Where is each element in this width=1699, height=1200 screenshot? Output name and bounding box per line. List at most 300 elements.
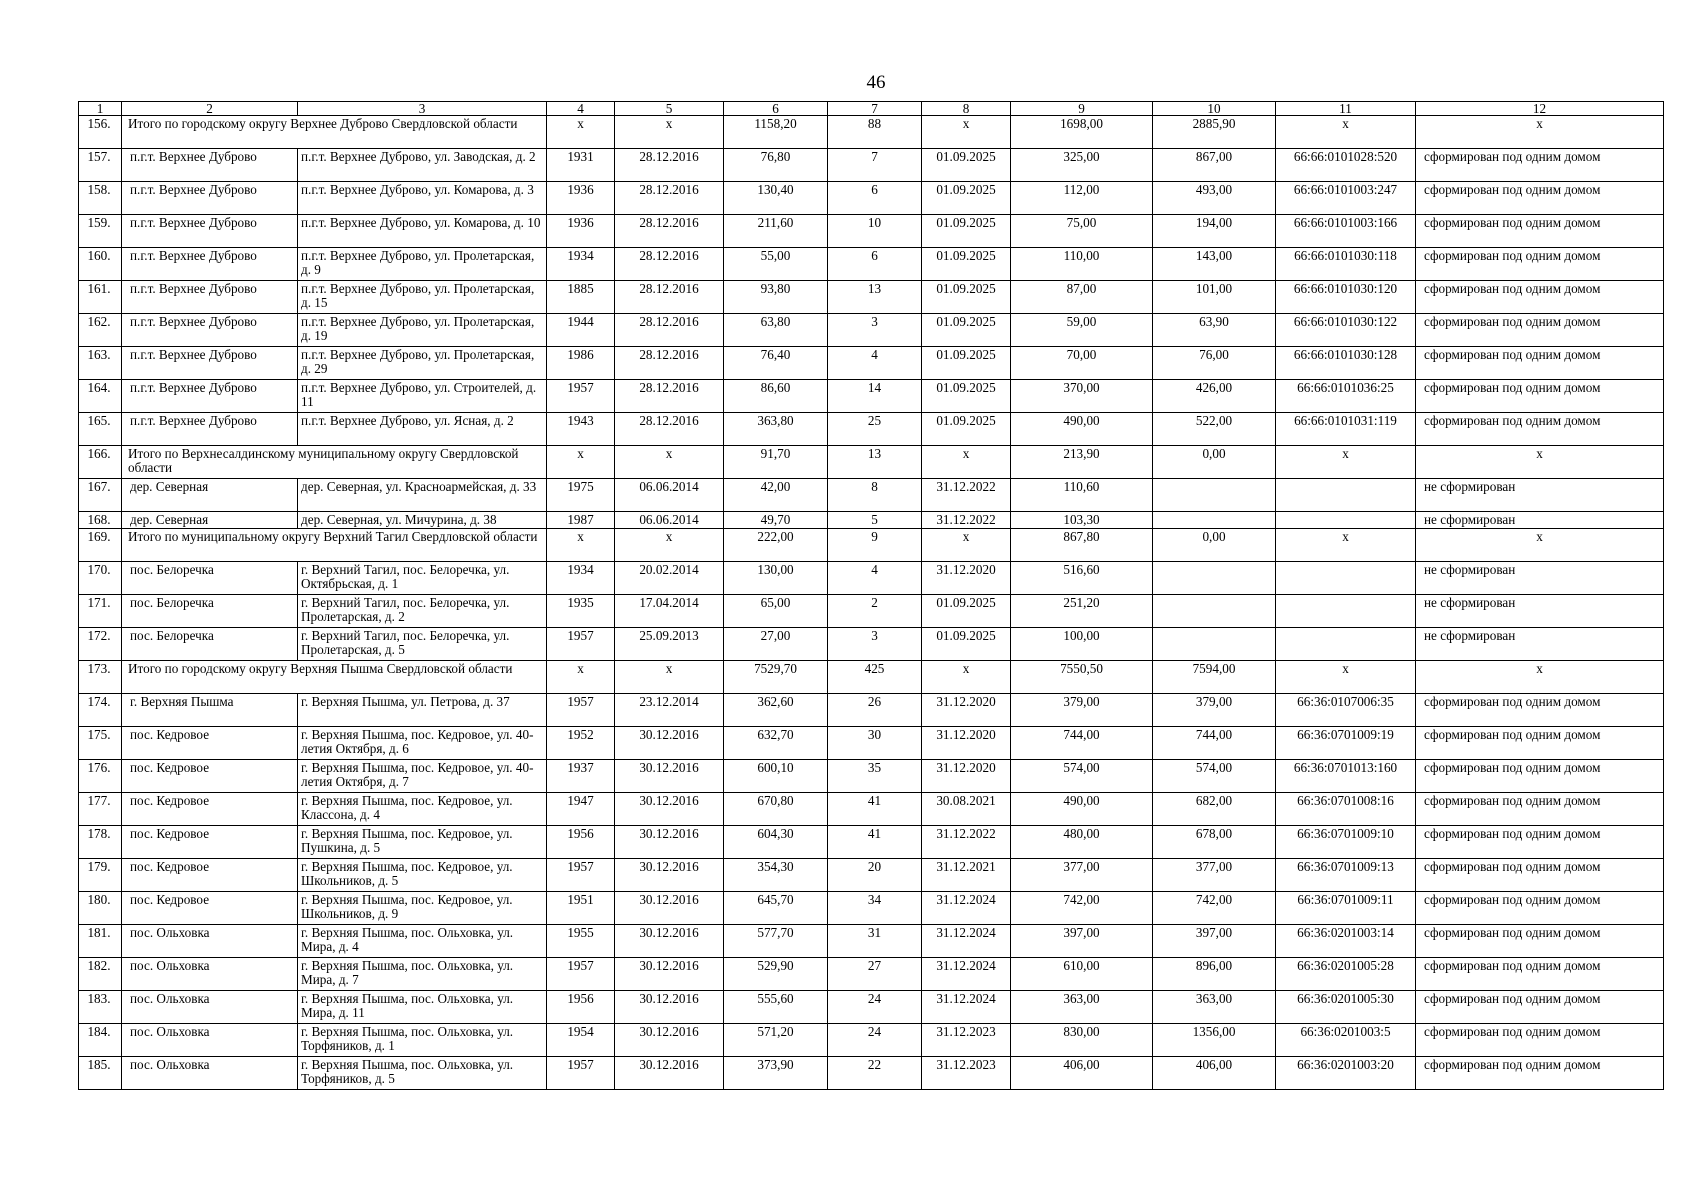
plot-area-cell: 63,90 xyxy=(1153,314,1276,347)
area-cell: 670,80 xyxy=(724,793,828,826)
land-area-cell: 100,00 xyxy=(1011,628,1153,661)
date-cell: х xyxy=(615,529,724,562)
row-number-cell: 160. xyxy=(79,248,122,281)
plot-status-cell: сформирован под одним домом xyxy=(1416,958,1664,991)
settlement-cell: дер. Северная xyxy=(122,479,298,512)
row-number-cell: 159. xyxy=(79,215,122,248)
row-number-cell: 167. xyxy=(79,479,122,512)
column-header: 12 xyxy=(1416,102,1664,116)
cadastral-number-cell: 66:66:0101030:118 xyxy=(1276,248,1416,281)
date-cell: 28.12.2016 xyxy=(615,182,724,215)
plot-status-cell: не сформирован xyxy=(1416,595,1664,628)
plot-area-cell: 522,00 xyxy=(1153,413,1276,446)
deadline-cell: 01.09.2025 xyxy=(922,595,1011,628)
date-cell: 28.12.2016 xyxy=(615,248,724,281)
residents-cell: 35 xyxy=(828,760,922,793)
date-cell: 30.12.2016 xyxy=(615,958,724,991)
plot-status-cell: х xyxy=(1416,116,1664,149)
residents-cell: 41 xyxy=(828,793,922,826)
area-cell: 65,00 xyxy=(724,595,828,628)
land-area-cell: 370,00 xyxy=(1011,380,1153,413)
plot-status-cell: сформирован под одним домом xyxy=(1416,793,1664,826)
address-cell: г. Верхняя Пышма, пос. Кедровое, ул. Классона, д. 4 xyxy=(298,793,547,826)
table-row xyxy=(79,281,1664,314)
cadastral-number-cell: 66:66:0101031:119 xyxy=(1276,413,1416,446)
date-cell: 28.12.2016 xyxy=(615,281,724,314)
table-row xyxy=(79,892,1664,925)
address-cell: г. Верхняя Пышма, пос. Ольховка, ул. Торфяников, д. 1 xyxy=(298,1024,547,1057)
plot-status-cell: сформирован под одним домом xyxy=(1416,347,1664,380)
deadline-cell: 31.12.2020 xyxy=(922,760,1011,793)
date-cell: 17.04.2014 xyxy=(615,595,724,628)
area-cell: 27,00 xyxy=(724,628,828,661)
plot-status-cell: сформирован под одним домом xyxy=(1416,182,1664,215)
plot-status-cell: х xyxy=(1416,661,1664,694)
land-area-cell: 830,00 xyxy=(1011,1024,1153,1057)
year-cell: х xyxy=(547,446,615,479)
address-cell: г. Верхняя Пышма, пос. Ольховка, ул. Мира, д. 4 xyxy=(298,925,547,958)
plot-area-cell: 194,00 xyxy=(1153,215,1276,248)
land-area-cell: 867,80 xyxy=(1011,529,1153,562)
address-cell: г. Верхний Тагил, пос. Белоречка, ул. Октябрьская, д. 1 xyxy=(298,562,547,595)
row-number-cell: 183. xyxy=(79,991,122,1024)
plot-area-cell: 2885,90 xyxy=(1153,116,1276,149)
land-area-cell: 75,00 xyxy=(1011,215,1153,248)
area-cell: 91,70 xyxy=(724,446,828,479)
settlement-cell: пос. Ольховка xyxy=(122,925,298,958)
year-cell: 1936 xyxy=(547,182,615,215)
settlement-cell: п.г.т. Верхнее Дуброво xyxy=(122,182,298,215)
table-row xyxy=(79,859,1664,892)
plot-area-cell: 493,00 xyxy=(1153,182,1276,215)
settlement-cell: пос. Кедровое xyxy=(122,760,298,793)
settlement-cell: г. Верхняя Пышма xyxy=(122,694,298,727)
plot-area-cell xyxy=(1153,512,1276,529)
cadastral-number-cell: 66:36:0701009:10 xyxy=(1276,826,1416,859)
table-row xyxy=(79,248,1664,281)
plot-area-cell xyxy=(1153,628,1276,661)
date-cell: 06.06.2014 xyxy=(615,512,724,529)
residents-cell: 425 xyxy=(828,661,922,694)
column-header: 11 xyxy=(1276,102,1416,116)
date-cell: х xyxy=(615,446,724,479)
settlement-cell: пос. Кедровое xyxy=(122,859,298,892)
residents-cell: 9 xyxy=(828,529,922,562)
deadline-cell: 01.09.2025 xyxy=(922,182,1011,215)
cadastral-number-cell xyxy=(1276,512,1416,529)
year-cell: 1957 xyxy=(547,859,615,892)
area-cell: 577,70 xyxy=(724,925,828,958)
address-cell: г. Верхняя Пышма, пос. Кедровое, ул. 40-летия Октября, д. 7 xyxy=(298,760,547,793)
table-row xyxy=(79,380,1664,413)
row-number-cell: 164. xyxy=(79,380,122,413)
area-cell: 363,80 xyxy=(724,413,828,446)
area-cell: 42,00 xyxy=(724,479,828,512)
year-cell: 1956 xyxy=(547,991,615,1024)
row-number-cell: 184. xyxy=(79,1024,122,1057)
residents-cell: 24 xyxy=(828,1024,922,1057)
row-number-cell: 166. xyxy=(79,446,122,479)
deadline-cell: 31.12.2024 xyxy=(922,925,1011,958)
residents-cell: 3 xyxy=(828,628,922,661)
address-cell: г. Верхняя Пышма, пос. Ольховка, ул. Торфяников, д. 5 xyxy=(298,1057,547,1090)
row-number-cell: 165. xyxy=(79,413,122,446)
year-cell: 1937 xyxy=(547,760,615,793)
plot-area-cell xyxy=(1153,562,1276,595)
housing-registry-table xyxy=(78,101,1664,1090)
plot-status-cell: не сформирован xyxy=(1416,562,1664,595)
settlement-cell: п.г.т. Верхнее Дуброво xyxy=(122,248,298,281)
deadline-cell: 31.12.2024 xyxy=(922,991,1011,1024)
year-cell: х xyxy=(547,116,615,149)
table-row xyxy=(79,1024,1664,1057)
year-cell: 1951 xyxy=(547,892,615,925)
row-number-cell: 161. xyxy=(79,281,122,314)
plot-area-cell: 0,00 xyxy=(1153,446,1276,479)
table-row xyxy=(79,595,1664,628)
residents-cell: 20 xyxy=(828,859,922,892)
year-cell: 1934 xyxy=(547,248,615,281)
cadastral-number-cell: 66:36:0201005:30 xyxy=(1276,991,1416,1024)
table-row xyxy=(79,628,1664,661)
area-cell: 373,90 xyxy=(724,1057,828,1090)
column-number-header-row xyxy=(79,102,1664,116)
column-header: 7 xyxy=(828,102,922,116)
plot-area-cell xyxy=(1153,479,1276,512)
address-cell: г. Верхняя Пышма, пос. Кедровое, ул. 40-летия Октября, д. 6 xyxy=(298,727,547,760)
area-cell: 632,70 xyxy=(724,727,828,760)
plot-status-cell: сформирован под одним домом xyxy=(1416,760,1664,793)
date-cell: 30.12.2016 xyxy=(615,991,724,1024)
cadastral-number-cell: х xyxy=(1276,116,1416,149)
table-row xyxy=(79,1057,1664,1090)
column-header: 2 xyxy=(122,102,298,116)
cadastral-number-cell: 66:36:0201005:28 xyxy=(1276,958,1416,991)
year-cell: 1936 xyxy=(547,215,615,248)
area-cell: 55,00 xyxy=(724,248,828,281)
plot-status-cell: сформирован под одним домом xyxy=(1416,380,1664,413)
address-cell: дер. Северная, ул. Мичурина, д. 38 xyxy=(298,512,547,529)
residents-cell: 8 xyxy=(828,479,922,512)
plot-area-cell: 0,00 xyxy=(1153,529,1276,562)
address-cell: п.г.т. Верхнее Дуброво, ул. Пролетарская, д. 19 xyxy=(298,314,547,347)
row-number-cell: 179. xyxy=(79,859,122,892)
deadline-cell: 30.08.2021 xyxy=(922,793,1011,826)
land-area-cell: 406,00 xyxy=(1011,1057,1153,1090)
address-cell: п.г.т. Верхнее Дуброво, ул. Пролетарская, д. 9 xyxy=(298,248,547,281)
area-cell: 645,70 xyxy=(724,892,828,925)
land-area-cell: 7550,50 xyxy=(1011,661,1153,694)
plot-status-cell: сформирован под одним домом xyxy=(1416,925,1664,958)
plot-status-cell: сформирован под одним домом xyxy=(1416,1024,1664,1057)
table-row xyxy=(79,562,1664,595)
deadline-cell: х xyxy=(922,446,1011,479)
settlement-cell: пос. Белоречка xyxy=(122,628,298,661)
date-cell: 25.09.2013 xyxy=(615,628,724,661)
table-row xyxy=(79,182,1664,215)
deadline-cell: х xyxy=(922,661,1011,694)
plot-area-cell: 744,00 xyxy=(1153,727,1276,760)
cadastral-number-cell: 66:66:0101036:25 xyxy=(1276,380,1416,413)
residents-cell: 6 xyxy=(828,248,922,281)
row-number-cell: 175. xyxy=(79,727,122,760)
table-row-total xyxy=(79,116,1664,149)
table-row xyxy=(79,149,1664,182)
deadline-cell: 31.12.2020 xyxy=(922,727,1011,760)
land-area-cell: 213,90 xyxy=(1011,446,1153,479)
deadline-cell: 01.09.2025 xyxy=(922,281,1011,314)
row-number-cell: 185. xyxy=(79,1057,122,1090)
cadastral-number-cell: 66:66:0101003:247 xyxy=(1276,182,1416,215)
cadastral-number-cell: 66:36:0701008:16 xyxy=(1276,793,1416,826)
deadline-cell: 01.09.2025 xyxy=(922,347,1011,380)
cadastral-number-cell: х xyxy=(1276,446,1416,479)
land-area-cell: 610,00 xyxy=(1011,958,1153,991)
date-cell: 30.12.2016 xyxy=(615,727,724,760)
plot-status-cell: сформирован под одним домом xyxy=(1416,727,1664,760)
date-cell: х xyxy=(615,116,724,149)
cadastral-number-cell: 66:36:0201003:14 xyxy=(1276,925,1416,958)
settlement-cell: дер. Северная xyxy=(122,512,298,529)
year-cell: 1957 xyxy=(547,958,615,991)
year-cell: 1987 xyxy=(547,512,615,529)
land-area-cell: 490,00 xyxy=(1011,793,1153,826)
plot-status-cell: сформирован под одним домом xyxy=(1416,248,1664,281)
table-row xyxy=(79,413,1664,446)
settlement-cell: пос. Кедровое xyxy=(122,826,298,859)
row-number-cell: 170. xyxy=(79,562,122,595)
cadastral-number-cell: 66:66:0101030:120 xyxy=(1276,281,1416,314)
date-cell: 20.02.2014 xyxy=(615,562,724,595)
residents-cell: 25 xyxy=(828,413,922,446)
year-cell: 1957 xyxy=(547,380,615,413)
row-number-cell: 181. xyxy=(79,925,122,958)
settlement-cell: пос. Ольховка xyxy=(122,1024,298,1057)
area-cell: 222,00 xyxy=(724,529,828,562)
year-cell: х xyxy=(547,661,615,694)
settlement-cell: п.г.т. Верхнее Дуброво xyxy=(122,413,298,446)
land-area-cell: 744,00 xyxy=(1011,727,1153,760)
area-cell: 63,80 xyxy=(724,314,828,347)
address-cell: г. Верхняя Пышма, пос. Кедровое, ул. Школьников, д. 5 xyxy=(298,859,547,892)
table-row xyxy=(79,479,1664,512)
address-cell: г. Верхняя Пышма, пос. Кедровое, ул. Пушкина, д. 5 xyxy=(298,826,547,859)
land-area-cell: 59,00 xyxy=(1011,314,1153,347)
cadastral-number-cell: 66:66:0101030:122 xyxy=(1276,314,1416,347)
settlement-cell: пос. Ольховка xyxy=(122,991,298,1024)
deadline-cell: х xyxy=(922,116,1011,149)
plot-area-cell: 101,00 xyxy=(1153,281,1276,314)
cadastral-number-cell: х xyxy=(1276,661,1416,694)
residents-cell: 7 xyxy=(828,149,922,182)
table-row xyxy=(79,694,1664,727)
cadastral-number-cell: 66:36:0701009:11 xyxy=(1276,892,1416,925)
residents-cell: 2 xyxy=(828,595,922,628)
settlement-cell: п.г.т. Верхнее Дуброво xyxy=(122,314,298,347)
plot-status-cell: сформирован под одним домом xyxy=(1416,991,1664,1024)
area-cell: 529,90 xyxy=(724,958,828,991)
row-number-cell: 171. xyxy=(79,595,122,628)
date-cell: 28.12.2016 xyxy=(615,413,724,446)
area-cell: 1158,20 xyxy=(724,116,828,149)
area-cell: 7529,70 xyxy=(724,661,828,694)
plot-status-cell: сформирован под одним домом xyxy=(1416,215,1664,248)
cadastral-number-cell: 66:36:0201003:5 xyxy=(1276,1024,1416,1057)
table-row xyxy=(79,314,1664,347)
row-number-cell: 182. xyxy=(79,958,122,991)
address-cell: п.г.т. Верхнее Дуброво, ул. Комарова, д. 10 xyxy=(298,215,547,248)
deadline-cell: х xyxy=(922,529,1011,562)
cadastral-number-cell xyxy=(1276,595,1416,628)
table-row xyxy=(79,727,1664,760)
residents-cell: 31 xyxy=(828,925,922,958)
column-header: 9 xyxy=(1011,102,1153,116)
area-cell: 211,60 xyxy=(724,215,828,248)
plot-area-cell: 406,00 xyxy=(1153,1057,1276,1090)
land-area-cell: 251,20 xyxy=(1011,595,1153,628)
year-cell: 1935 xyxy=(547,595,615,628)
deadline-cell: 01.09.2025 xyxy=(922,380,1011,413)
cadastral-number-cell: 66:66:0101028:520 xyxy=(1276,149,1416,182)
column-header: 8 xyxy=(922,102,1011,116)
deadline-cell: 01.09.2025 xyxy=(922,628,1011,661)
cadastral-number-cell: 66:66:0101003:166 xyxy=(1276,215,1416,248)
year-cell: 1957 xyxy=(547,694,615,727)
address-cell: г. Верхняя Пышма, пос. Ольховка, ул. Мира, д. 7 xyxy=(298,958,547,991)
plot-status-cell: сформирован под одним домом xyxy=(1416,892,1664,925)
row-number-cell: 158. xyxy=(79,182,122,215)
deadline-cell: 01.09.2025 xyxy=(922,413,1011,446)
residents-cell: 6 xyxy=(828,182,922,215)
column-header: 6 xyxy=(724,102,828,116)
area-cell: 130,00 xyxy=(724,562,828,595)
residents-cell: 13 xyxy=(828,281,922,314)
settlement-cell: п.г.т. Верхнее Дуброво xyxy=(122,347,298,380)
date-cell: 28.12.2016 xyxy=(615,347,724,380)
area-cell: 604,30 xyxy=(724,826,828,859)
year-cell: 1957 xyxy=(547,1057,615,1090)
residents-cell: 3 xyxy=(828,314,922,347)
residents-cell: 27 xyxy=(828,958,922,991)
area-cell: 555,60 xyxy=(724,991,828,1024)
plot-area-cell: 379,00 xyxy=(1153,694,1276,727)
row-number-cell: 176. xyxy=(79,760,122,793)
area-cell: 49,70 xyxy=(724,512,828,529)
table-row xyxy=(79,925,1664,958)
year-cell: х xyxy=(547,529,615,562)
settlement-cell: пос. Ольховка xyxy=(122,1057,298,1090)
table-row-total xyxy=(79,446,1664,479)
deadline-cell: 31.12.2024 xyxy=(922,892,1011,925)
address-cell: п.г.т. Верхнее Дуброво, ул. Ясная, д. 2 xyxy=(298,413,547,446)
plot-status-cell: сформирован под одним домом xyxy=(1416,281,1664,314)
deadline-cell: 31.12.2024 xyxy=(922,958,1011,991)
total-name-cell: Итого по городскому округу Верхняя Пышма Свердловской области xyxy=(122,661,547,694)
year-cell: 1986 xyxy=(547,347,615,380)
cadastral-number-cell: 66:36:0701013:160 xyxy=(1276,760,1416,793)
settlement-cell: пос. Ольховка xyxy=(122,958,298,991)
plot-status-cell: х xyxy=(1416,446,1664,479)
residents-cell: 26 xyxy=(828,694,922,727)
table-row xyxy=(79,760,1664,793)
column-header: 3 xyxy=(298,102,547,116)
date-cell: 30.12.2016 xyxy=(615,892,724,925)
table-row-total xyxy=(79,529,1664,562)
column-header: 4 xyxy=(547,102,615,116)
row-number-cell: 163. xyxy=(79,347,122,380)
settlement-cell: пос. Белоречка xyxy=(122,562,298,595)
address-cell: п.г.т. Верхнее Дуброво, ул. Комарова, д. 3 xyxy=(298,182,547,215)
page-number: 46 xyxy=(866,72,886,93)
plot-area-cell: 426,00 xyxy=(1153,380,1276,413)
residents-cell: 41 xyxy=(828,826,922,859)
row-number-cell: 178. xyxy=(79,826,122,859)
year-cell: 1885 xyxy=(547,281,615,314)
plot-status-cell: сформирован под одним домом xyxy=(1416,1057,1664,1090)
residents-cell: 4 xyxy=(828,562,922,595)
land-area-cell: 742,00 xyxy=(1011,892,1153,925)
plot-area-cell: 682,00 xyxy=(1153,793,1276,826)
year-cell: 1956 xyxy=(547,826,615,859)
deadline-cell: 01.09.2025 xyxy=(922,215,1011,248)
row-number-cell: 168. xyxy=(79,512,122,529)
settlement-cell: пос. Белоречка xyxy=(122,595,298,628)
land-area-cell: 110,60 xyxy=(1011,479,1153,512)
land-area-cell: 103,30 xyxy=(1011,512,1153,529)
deadline-cell: 31.12.2023 xyxy=(922,1024,1011,1057)
date-cell: 28.12.2016 xyxy=(615,314,724,347)
plot-status-cell: не сформирован xyxy=(1416,628,1664,661)
plot-status-cell: не сформирован xyxy=(1416,512,1664,529)
cadastral-number-cell xyxy=(1276,628,1416,661)
area-cell: 93,80 xyxy=(724,281,828,314)
settlement-cell: пос. Кедровое xyxy=(122,793,298,826)
table-row xyxy=(79,958,1664,991)
total-name-cell: Итого по городскому округу Верхнее Дуброво Свердловской области xyxy=(122,116,547,149)
year-cell: 1931 xyxy=(547,149,615,182)
address-cell: г. Верхний Тагил, пос. Белоречка, ул. Пролетарская, д. 5 xyxy=(298,628,547,661)
land-area-cell: 325,00 xyxy=(1011,149,1153,182)
residents-cell: 30 xyxy=(828,727,922,760)
year-cell: 1955 xyxy=(547,925,615,958)
plot-area-cell: 678,00 xyxy=(1153,826,1276,859)
row-number-cell: 173. xyxy=(79,661,122,694)
cadastral-number-cell: 66:36:0201003:20 xyxy=(1276,1057,1416,1090)
date-cell: 30.12.2016 xyxy=(615,793,724,826)
land-area-cell: 574,00 xyxy=(1011,760,1153,793)
date-cell: 30.12.2016 xyxy=(615,760,724,793)
area-cell: 362,60 xyxy=(724,694,828,727)
address-cell: п.г.т. Верхнее Дуброво, ул. Пролетарская, д. 15 xyxy=(298,281,547,314)
residents-cell: 14 xyxy=(828,380,922,413)
residents-cell: 34 xyxy=(828,892,922,925)
row-number-cell: 180. xyxy=(79,892,122,925)
table-row xyxy=(79,347,1664,380)
land-area-cell: 490,00 xyxy=(1011,413,1153,446)
plot-status-cell: сформирован под одним домом xyxy=(1416,694,1664,727)
address-cell: г. Верхняя Пышма, ул. Петрова, д. 37 xyxy=(298,694,547,727)
column-header: 10 xyxy=(1153,102,1276,116)
plot-status-cell: не сформирован xyxy=(1416,479,1664,512)
residents-cell: 88 xyxy=(828,116,922,149)
date-cell: 30.12.2016 xyxy=(615,1024,724,1057)
land-area-cell: 70,00 xyxy=(1011,347,1153,380)
residents-cell: 22 xyxy=(828,1057,922,1090)
cadastral-number-cell xyxy=(1276,479,1416,512)
date-cell: 28.12.2016 xyxy=(615,149,724,182)
address-cell: дер. Северная, ул. Красноармейская, д. 33 xyxy=(298,479,547,512)
date-cell: 28.12.2016 xyxy=(615,215,724,248)
